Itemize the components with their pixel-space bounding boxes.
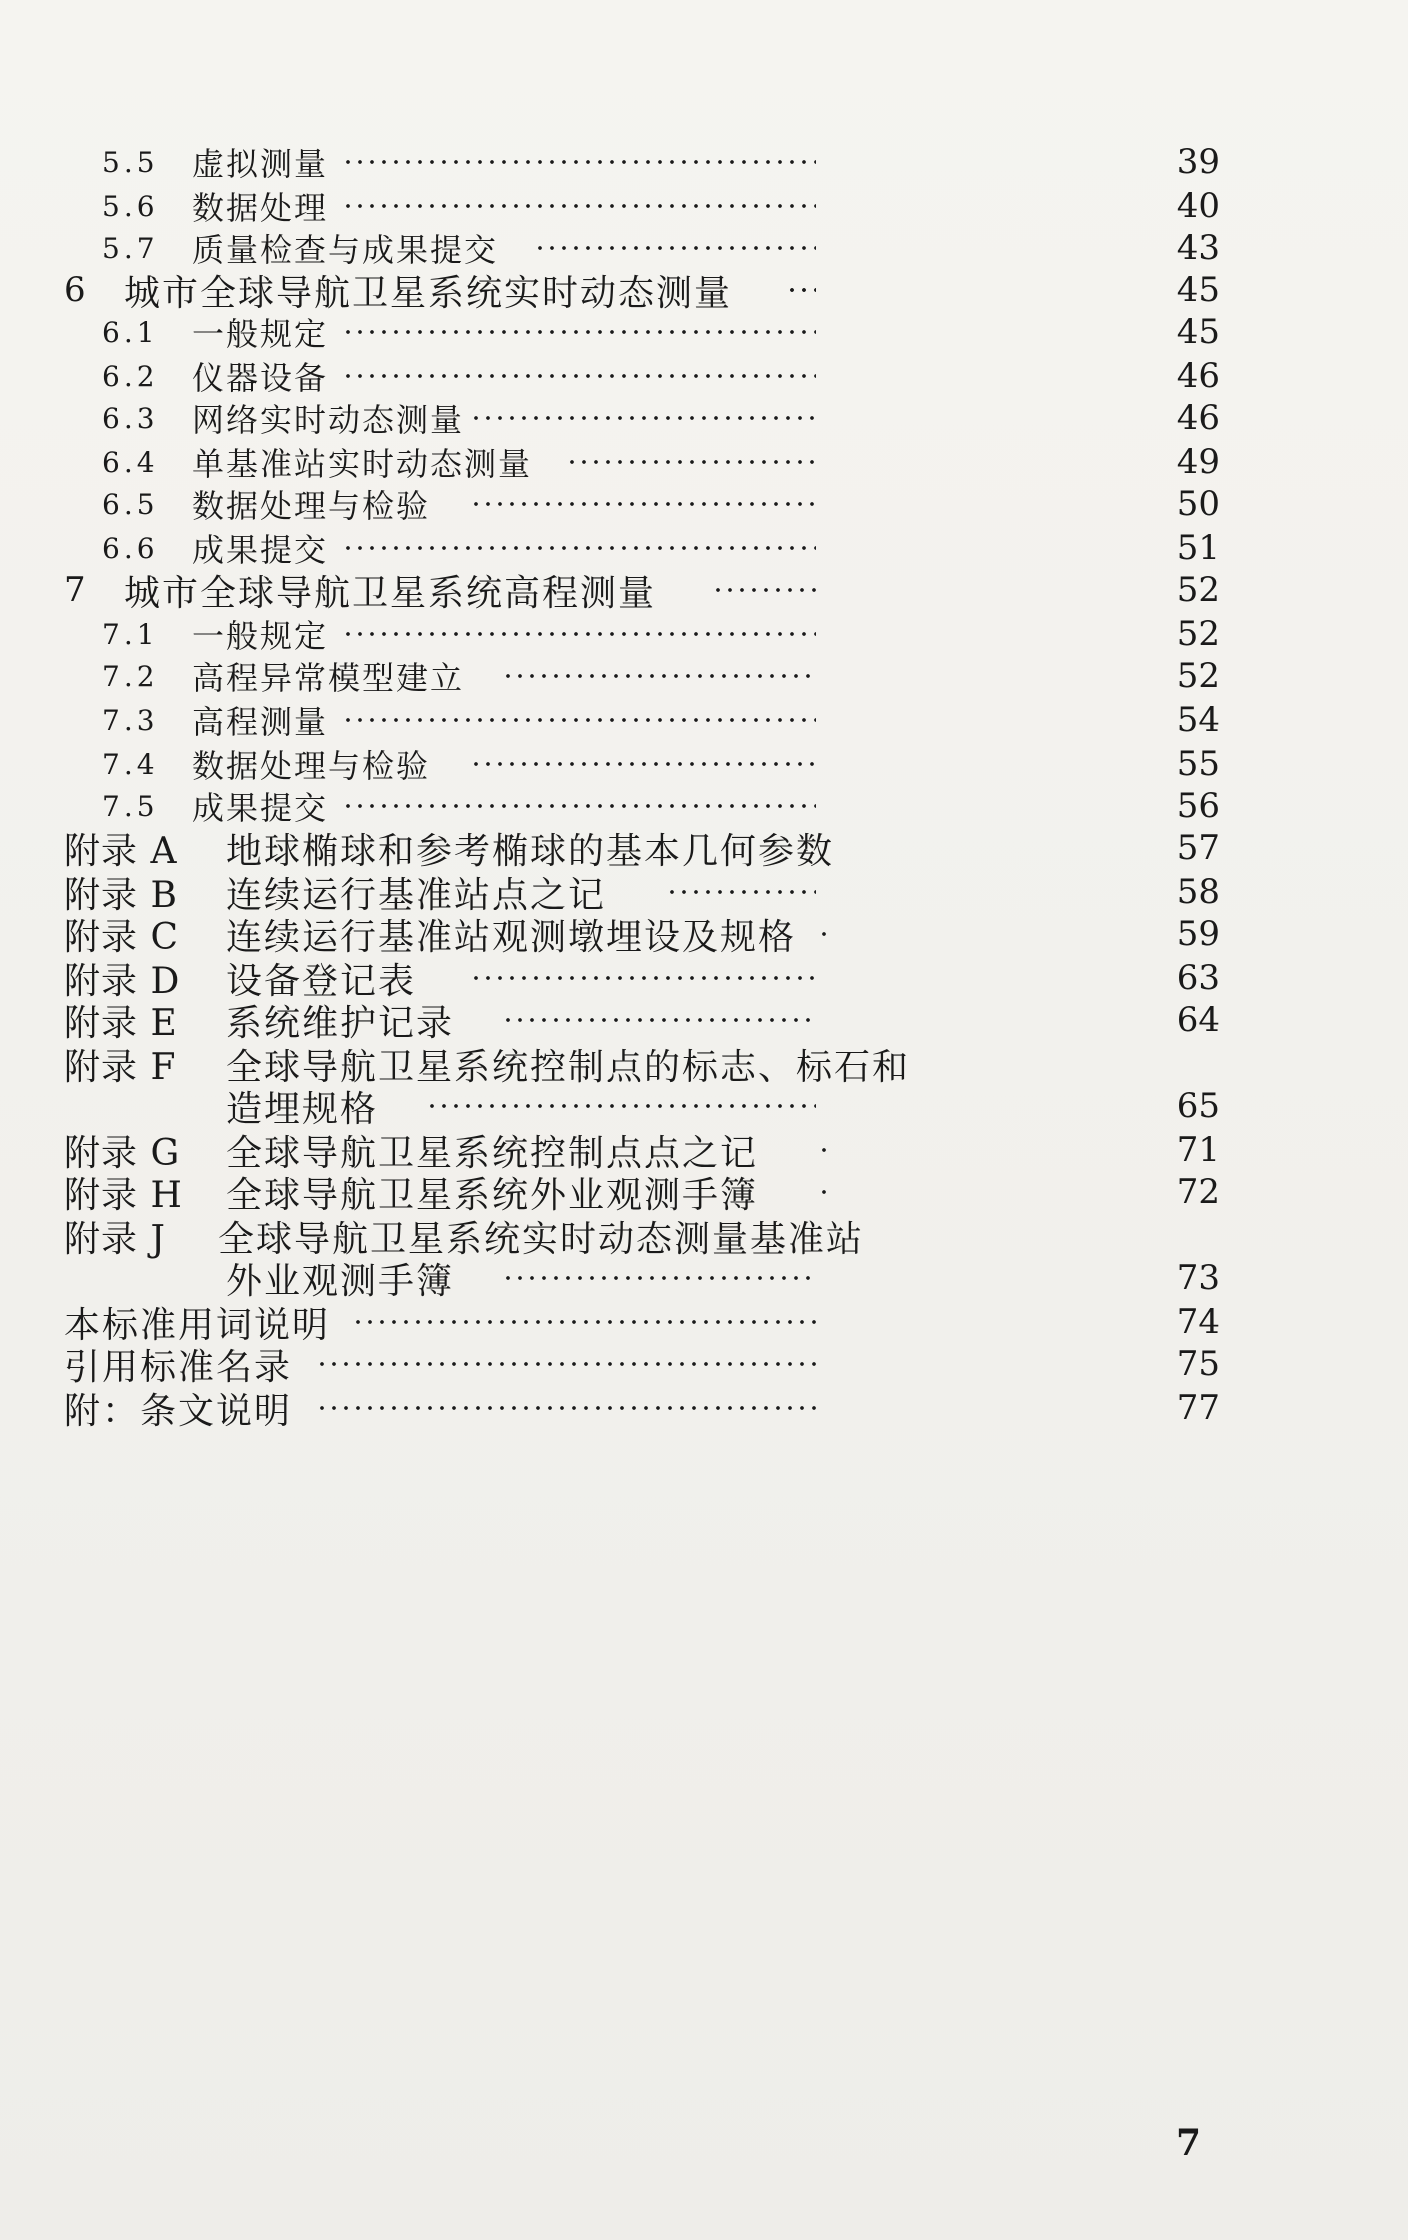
page-number: 39 [1176, 142, 1220, 182]
section-number: 5.5 [102, 145, 159, 179]
page-number: 63 [1176, 958, 1220, 998]
section-title: 网络实时动态测量 [192, 401, 465, 439]
page-number: 49 [1176, 442, 1220, 482]
appendix-title: 设备登记表 [226, 960, 417, 1002]
appendix-number: 附录 E [64, 1002, 178, 1044]
page-number: 52 [1176, 614, 1220, 654]
section-number: 5.6 [102, 189, 159, 223]
page-number: 55 [1176, 744, 1220, 784]
appendix-number: 附录 C [64, 916, 179, 958]
entry-title: 附：条文说明 [64, 1390, 293, 1432]
page-number: 75 [1176, 1344, 1220, 1384]
toc-entry[interactable] [0, 1378, 1408, 1438]
entry-title: 引用标准名录 [64, 1346, 293, 1388]
section-title: 虚拟测量 [192, 145, 329, 183]
page-number: 54 [1176, 700, 1220, 740]
page-number: 65 [1176, 1086, 1220, 1126]
appendix-title: 全球导航卫星系统控制点的标志、标石和 [226, 1046, 911, 1088]
section-number: 5.7 [102, 231, 159, 265]
section-title: 数据处理与检验 [192, 747, 431, 785]
section-title: 单基准站实时动态测量 [192, 445, 533, 483]
folio-page-number: 7 [1176, 2122, 1202, 2164]
section-number: 6.2 [102, 359, 159, 393]
page-number: 40 [1176, 186, 1220, 226]
section-title: 仪器设备 [192, 359, 329, 397]
appendix-title: 造埋规格 [226, 1088, 379, 1130]
section-title: 成果提交 [192, 531, 329, 569]
appendix-number: 附录 A [64, 830, 178, 872]
chapter-number: 7 [64, 570, 88, 610]
section-number: 7.3 [102, 703, 159, 737]
appendix-title: 连续运行基准站观测墩埋设及规格 [226, 916, 797, 958]
page-number: 64 [1176, 1000, 1220, 1040]
entry-title: 本标准用词说明 [64, 1304, 331, 1346]
page-number: 72 [1176, 1172, 1220, 1212]
section-number: 6.3 [102, 401, 159, 435]
appendix-number: 附录 F [64, 1046, 177, 1088]
section-title: 成果提交 [192, 789, 329, 827]
section-number: 6.5 [102, 487, 159, 521]
appendix-number: 附录 H [64, 1174, 183, 1216]
section-title: 高程测量 [192, 703, 329, 741]
section-title: 高程异常模型建立 [192, 659, 465, 697]
appendix-title: 地球椭球和参考椭球的基本几何参数 [226, 830, 835, 872]
chapter-number: 6 [64, 270, 88, 310]
section-title: 数据处理与检验 [192, 487, 431, 525]
appendix-title: 系统维护记录 [226, 1002, 455, 1044]
page-number: 77 [1176, 1388, 1220, 1428]
section-number: 7.2 [102, 659, 159, 693]
appendix-number: 附录 D [64, 960, 181, 1002]
appendix-title: 全球导航卫星系统外业观测手簿 [226, 1174, 759, 1216]
page-number: 46 [1176, 398, 1220, 438]
page-number: 45 [1176, 312, 1220, 352]
chapter-title: 城市全球导航卫星系统高程测量 [124, 572, 657, 614]
page-number: 50 [1176, 484, 1220, 524]
page-number: 59 [1176, 914, 1220, 954]
chapter-title: 城市全球导航卫星系统实时动态测量 [124, 272, 733, 314]
appendix-number: 附录 B [64, 874, 178, 916]
dot-leader [316, 1378, 816, 1438]
section-number: 7.4 [102, 747, 159, 781]
page-number: 52 [1176, 656, 1220, 696]
page-number: 57 [1176, 828, 1220, 868]
page-number: 58 [1176, 872, 1220, 912]
appendix-title: 外业观测手簿 [226, 1260, 455, 1302]
page-number: 45 [1176, 270, 1220, 310]
section-title: 一般规定 [192, 617, 329, 655]
page-number: 74 [1176, 1302, 1220, 1342]
section-number: 7.5 [102, 789, 159, 823]
page-number: 52 [1176, 570, 1220, 610]
section-number: 6.6 [102, 531, 159, 565]
page-number: 51 [1176, 528, 1220, 568]
page-number: 56 [1176, 786, 1220, 826]
appendix-title: 全球导航卫星系统控制点点之记 [226, 1132, 759, 1174]
page-number: 43 [1176, 228, 1220, 268]
page-number: 73 [1176, 1258, 1220, 1298]
appendix-title: 连续运行基准站点之记 [226, 874, 607, 916]
appendix-number: 附录 G [64, 1132, 181, 1174]
section-number: 6.1 [102, 315, 159, 349]
page-number: 71 [1176, 1130, 1220, 1170]
page-number: 46 [1176, 356, 1220, 396]
section-number: 6.4 [102, 445, 159, 479]
section-title: 一般规定 [192, 315, 329, 353]
appendix-title: 全球导航卫星系统实时动态测量基准站 [218, 1218, 865, 1260]
section-number: 7.1 [102, 617, 159, 651]
section-title: 质量检查与成果提交 [192, 231, 499, 269]
section-title: 数据处理 [192, 189, 329, 227]
appendix-number: 附录 J [64, 1218, 166, 1260]
